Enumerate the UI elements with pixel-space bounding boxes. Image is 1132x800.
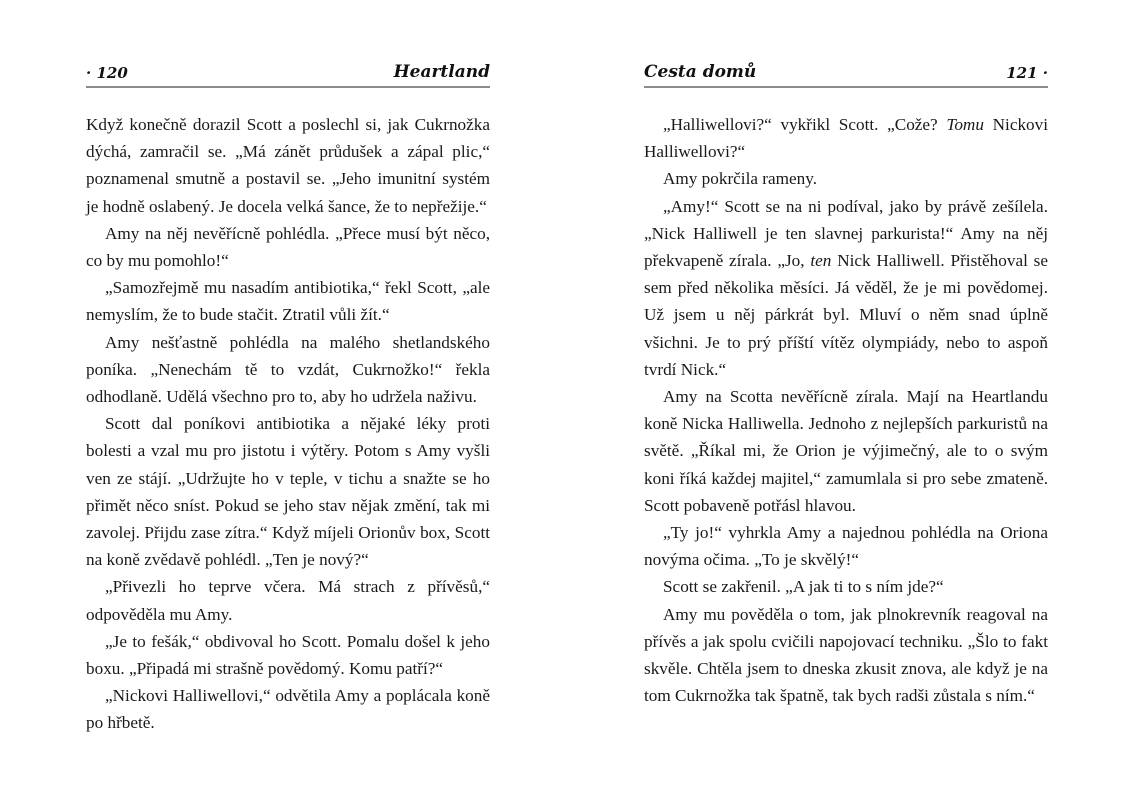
left-page-number: · 120 (86, 64, 128, 82)
paragraph: Amy na Scotta nevěřícně zírala. Mají na Heartlandu koně Nicka Halliwella. Jednoho z nejlepších parkuristů na světě. „Říkal mi, že Orion je výjimečný, ale to o svým koni říká každej majitel,“ zamumlala si pro sebe zmateně. Scott pobaveně potřásl hlavou. (644, 387, 1048, 515)
right-page-body (644, 111, 1048, 709)
left-running-title: Heartland (393, 62, 490, 82)
right-page-header (644, 58, 1048, 88)
paragraph: Scott se zakřenil. „A jak ti to s ním jde?“ (663, 577, 944, 597)
paragraph: „Ty jo!“ vyhrkla Amy a najednou pohlédla na Oriona novýma očima. „To je skvělý!“ (644, 523, 1048, 570)
paragraph: „Je to fešák,“ obdivoval ho Scott. Pomalu došel k jeho boxu. „Připadá mi strašně povědomý. Komu patří?“ (86, 631, 490, 679)
emphasis: Tomu (946, 115, 984, 134)
right-page-number: 121 · (1006, 64, 1048, 82)
paragraph: „Nickovi Halliwellovi,“ odvětila Amy a poplácala koně po hřbetě. (86, 686, 490, 733)
paragraph: Amy pokrčila rameny. (663, 169, 817, 189)
left-page-body (86, 111, 490, 737)
paragraph: „Amy!“ Scott se na ni podíval, jako by právě zešílela. „Nick Halliwell je ten slavnej parkurista!“ Amy na něj překvapeně zírala. „Jo, ten Nick Halliwell. Přistěhoval se sem před několika měsíci. Já věděl, že je mi povědomej. Už jsem u něj párkrát byl. Mluví o něm snad úplně všichni. Je to prý příští vítěz olympiády, nebo to aspoň tvrdí Nick.“ (644, 196, 1048, 379)
left-page-header (86, 58, 490, 88)
paragraph: Amy mu pověděla o tom, jak plnokrevník reagoval na přívěs a jak spolu cvičili napojovací techniku. „Šlo to fakt skvěle. Chtěla jsem to dneska zkusit znova, ale když je na tom Cukrnožka tak špatně, tak bych radši zůstala s ním.“ (644, 604, 1048, 706)
paragraph: „Halliwellovi?“ vykřikl Scott. „Cože? Tomu Nickovi Halliwellovi?“ (644, 115, 1048, 162)
emphasis: ten (810, 251, 832, 271)
paragraph: Když konečně dorazil Scott a poslechl si, jak Cukrnožka dýchá, zamračil se. „Má zánět průdušek a zápal plic,“ poznamenal smutně a postavil se. „Jeho imunitní systém je hodně oslabený. Je docela velká šance, že to nepřežije.“ (86, 115, 490, 216)
paragraph: Scott dal poníkovi antibiotika a nějaké léky proti bolesti a vzal mu pro jistotu i výtěry. Potom s Amy vyšli ven ze stájí. „Udržujte ho v teple, v tichu a snažte se ho přimět něco sníst. Pokud se jeho stav nějak změní, tak mi zavolej. Přijdu zase zítra.“ Když míjeli Orionův box, Scott na koně zvědavě pohlédl. „Ten je nový?“ (86, 414, 490, 570)
paragraph: „Samozřejmě mu nasadím antibiotika,“ řekl Scott, „ale nemyslím, že to bude stačit. Ztratil vůli žít.“ (86, 278, 490, 325)
paragraph: Amy nešťastně pohlédla na malého shetlandského poníka. „Nenechám tě to vzdát, Cukrnožko!“ řekla odhodlaně. Udělá všechno pro to, aby ho udržela naživu. (86, 332, 490, 407)
paragraph: „Přivezli ho teprve včera. Má strach z přívěsů,“ odpověděla mu Amy. (86, 577, 490, 624)
paragraph: Amy na něj nevěřícně pohlédla. „Přece musí být něco, co by mu pomohlo!“ (86, 223, 490, 271)
right-running-title: Cesta domů (644, 62, 757, 82)
